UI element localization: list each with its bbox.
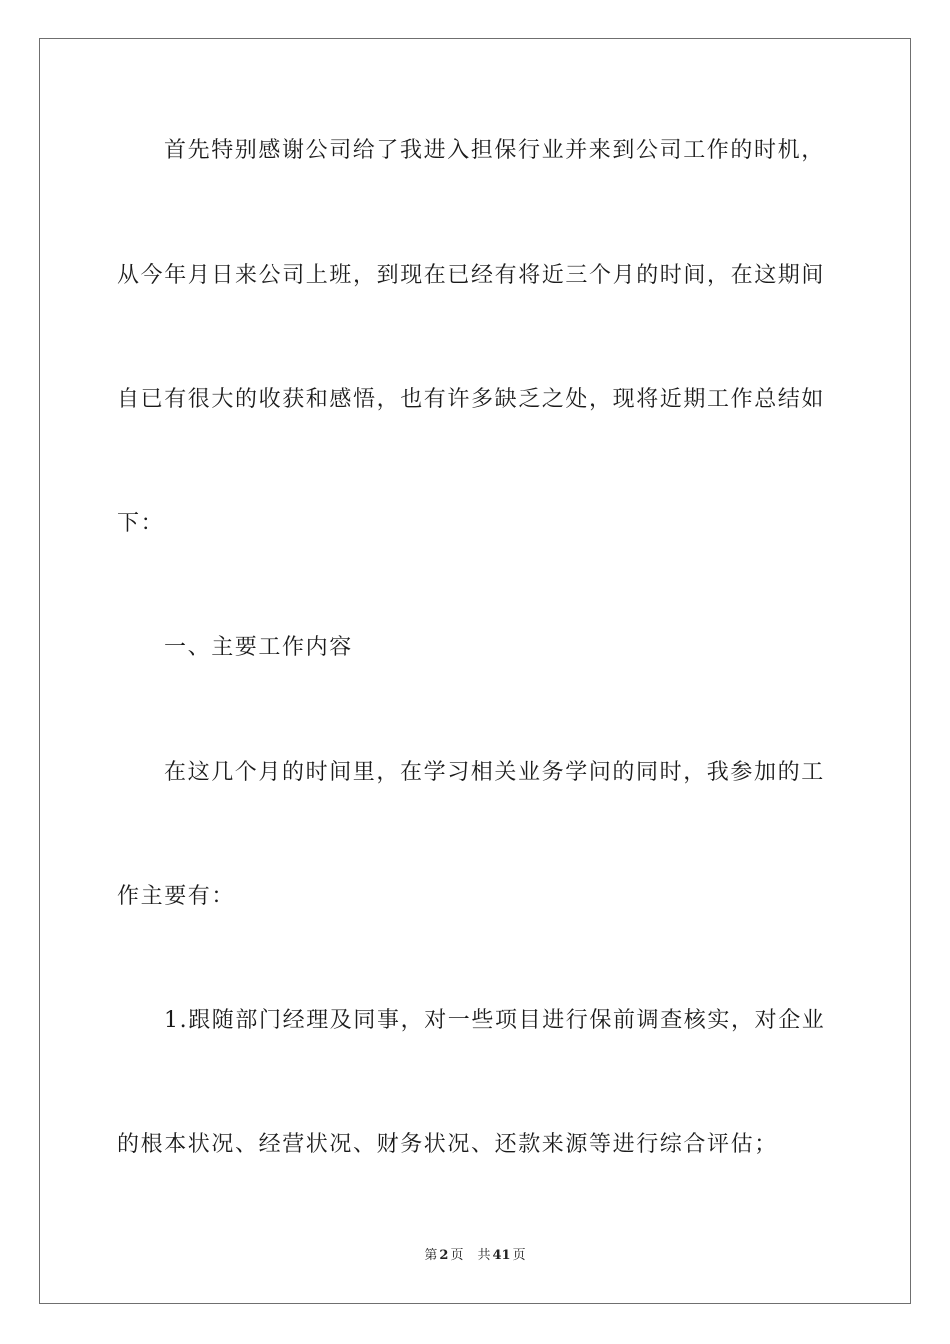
total-suffix: 页 <box>512 1248 526 1263</box>
paragraph-line: 首先特别感谢公司给了我进入担保行业并来到公司工作的时机， <box>164 138 825 163</box>
total-prefix: 共 <box>477 1248 491 1263</box>
list-item-line: 1.跟随部门经理及同事，对一些项目进行保前调查核实，对企业 <box>164 1008 826 1033</box>
paragraph-line: 下： <box>117 511 165 536</box>
paragraph-line: 作主要有： <box>117 884 236 909</box>
page-prefix: 第 <box>424 1248 438 1263</box>
page-border <box>39 38 911 1304</box>
paragraph-line: 在这几个月的时间里，在学习相关业务学问的同时，我参加的工 <box>164 760 825 785</box>
page-number: 2 <box>439 1248 449 1263</box>
total-pages: 41 <box>492 1248 511 1263</box>
paragraph-line: 从今年月日来公司上班，到现在已经有将近三个月的时间，在这期间 <box>117 263 826 288</box>
section-heading: 一、主要工作内容 <box>164 635 353 660</box>
list-item-line: 的根本状况、经营状况、财务状况、还款来源等进行综合评估； <box>117 1132 778 1157</box>
page-footer <box>0 1246 950 1266</box>
page-suffix: 页 <box>450 1248 464 1263</box>
paragraph-line: 自已有很大的收获和感悟，也有许多缺乏之处，现将近期工作总结如 <box>117 387 826 412</box>
